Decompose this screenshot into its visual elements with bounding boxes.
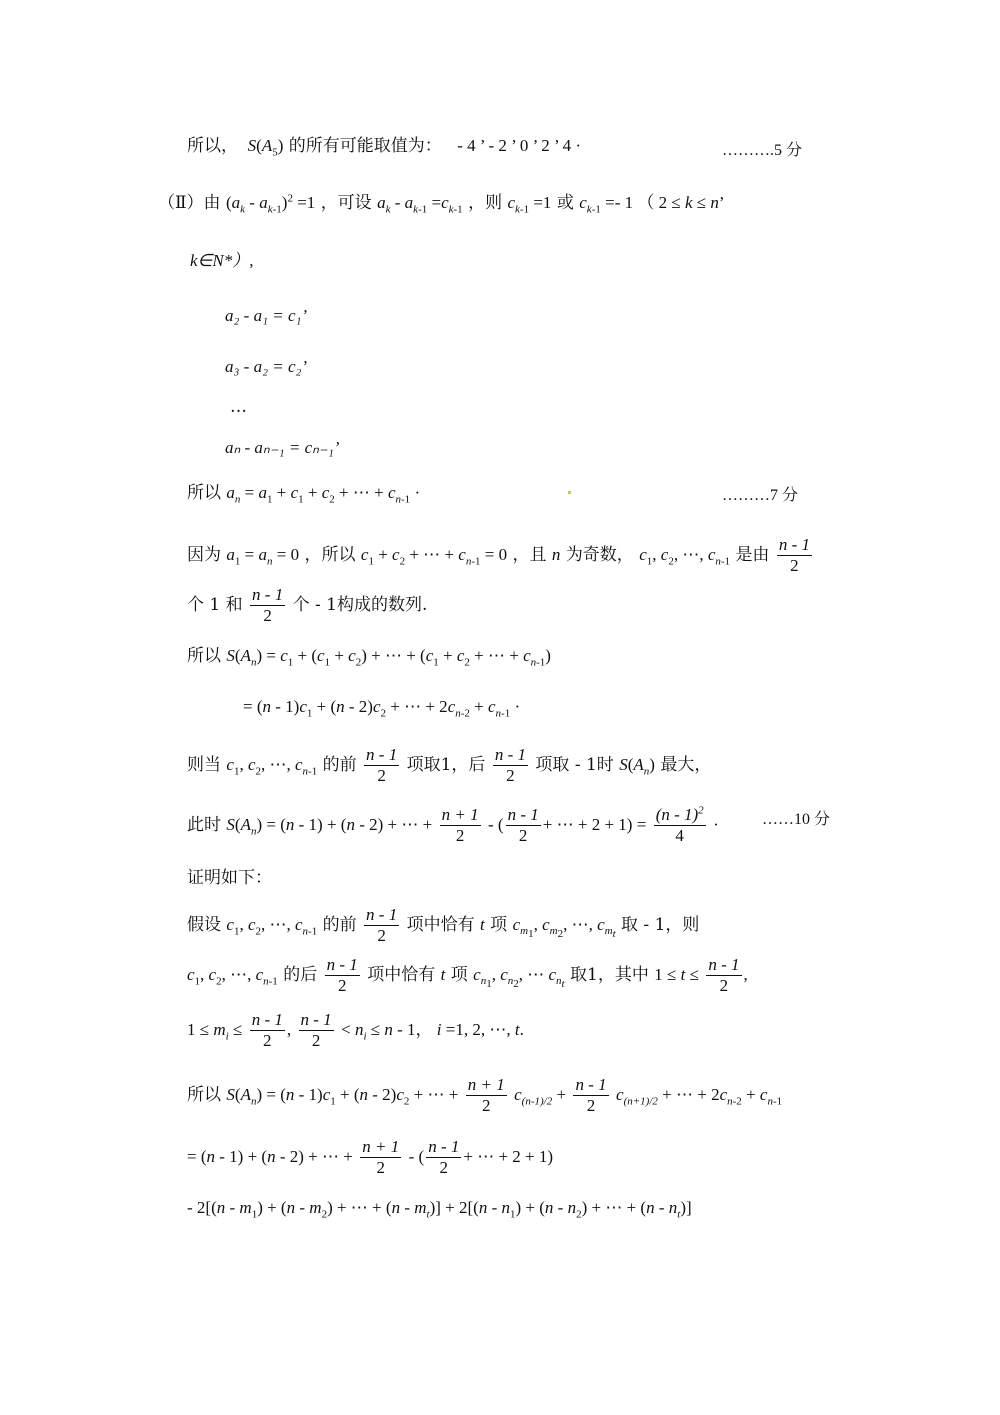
formula-line-20: = (n - 1) + (n - 2) + ⋯ + bbox=[187, 1147, 353, 1166]
text-let: ，可设 bbox=[320, 193, 372, 213]
fraction-n-1-over-2: $\frac{n - 1}{2}$ bbox=[252, 585, 284, 625]
line-17: $c_1$, $c_2$, ⋯, $c_{n-1}$ 的后 $\frac{n - 1}{2}$ 项中恰有 t 项 $c_{n_1}$, $c_{n_2}$, ⋯ $c_{n_t}$ 取1，其中 1 ≤ t ≤ $\frac{n - 1}{2}$ , bbox=[187, 955, 748, 995]
score-10: ……10 分 bbox=[762, 811, 831, 828]
text-exactly-2: 项中恰有 bbox=[367, 965, 436, 985]
line-20: = (n - 1) + (n - 2) + ⋯ + $\frac{n + 1}{2}$ - ( $\frac{n - 1}{2}$ + ⋯ + 2 + 1) bbox=[187, 1137, 554, 1177]
fraction-n-1-over-2: $\frac{n - 1}{2}$ bbox=[366, 745, 398, 785]
formula-c-list-2: $c_1$, $c_2$, ⋯, $c_{n-1}$ bbox=[226, 755, 318, 778]
formula-s-a5: S bbox=[243, 136, 257, 155]
text-exactly: 项中恰有 bbox=[406, 915, 475, 935]
line-10 bbox=[187, 585, 427, 626]
line-6: … bbox=[230, 397, 247, 417]
formula-c-list-3: $c_1$, $c_2$, ⋯, $c_{n-1}$ bbox=[226, 915, 318, 938]
fraction-n-1-over-2: $\frac{n - 1}{2}$ bbox=[575, 1075, 607, 1115]
text-take-minus-1-then: 取 - 1，则 bbox=[621, 915, 700, 935]
formula-s-an: $S(A_n) = c_1 + (c_1 + c_2)$ + ⋯ + ($c_1 + c_2$ + ⋯ + $c_{n-1}$) bbox=[226, 646, 551, 669]
text-when: 则当 bbox=[187, 755, 221, 775]
line-19 bbox=[187, 1075, 782, 1116]
fraction-n-1-over-2: $\frac{n - 1}{2}$ bbox=[778, 535, 811, 575]
text-take-1-where: 取1，其中 bbox=[570, 965, 649, 985]
line-3: k∈N*）, bbox=[190, 251, 254, 270]
score-7: ………7 分 bbox=[722, 487, 799, 504]
line-4: a₂ - a₁ = c₁’ bbox=[225, 306, 308, 325]
text-then: ，则 bbox=[468, 193, 503, 213]
text-ones: 个 1 和 bbox=[187, 595, 243, 615]
formula-ck: $a_k - a_{k-1} =c_{k-1}$ bbox=[377, 193, 463, 216]
text-so-5: 所以 bbox=[187, 1085, 221, 1105]
text-so-3: ，所以 bbox=[304, 545, 356, 565]
formula-ck-1: $c_{k-1} =1$ bbox=[507, 193, 552, 216]
text-take-minus-1: 项取 - 1时 bbox=[535, 755, 614, 775]
formula-mi-range: $1 \le m_i$ ≤ bbox=[187, 1020, 243, 1043]
symbol-t: t bbox=[480, 915, 485, 934]
formula-ck-minus1: $c_{k-1} =- 1$ （ 2 ≤ k ≤ n’ bbox=[579, 193, 725, 216]
fraction-n-1-over-2: $\frac{n - 1}{2}$ bbox=[300, 1010, 332, 1050]
line-18: $1 \le m_i$ ≤ $\frac{n - 1}{2}$ , $\frac{n - 1}{2}$ < $n_i \le n - 1$， i =1, 2, ⋯, t. bbox=[187, 1010, 524, 1050]
text-items-2: 项 bbox=[450, 965, 468, 985]
text-first: 的前 bbox=[322, 755, 357, 775]
stray-dot bbox=[568, 491, 571, 494]
line-2 bbox=[158, 192, 725, 214]
formula-max-value: $S(A_n) = (n - 1) + (n - 2)$ + ⋯ + bbox=[226, 815, 433, 838]
text-first-2: 的前 bbox=[322, 915, 357, 935]
fraction-n-1-over-2: $\frac{n - 1}{2}$ bbox=[326, 955, 358, 995]
text-made-of: 是由 bbox=[735, 545, 770, 565]
line-14: 此时 $S(A_n) = (n - 1) + (n - 2)$ + ⋯ + $\frac{n + 1}{2}$ - ( $\frac{n - 1}{2}$ + ⋯ + 2 + 1) = $\frac{(n - 1)^2}{4}$ · bbox=[187, 804, 719, 845]
formula-c-mid: $c_{(n-1)/2}$ + bbox=[514, 1085, 567, 1108]
fraction-n-1-over-2: $\frac{n - 1}{2}$ bbox=[428, 1137, 460, 1177]
fraction-n-1-over-2: $\frac{n - 1}{2}$ bbox=[494, 745, 527, 785]
fraction-n-1-over-2: $\frac{n - 1}{2}$ bbox=[251, 1010, 283, 1050]
line-7: aₙ - aₙ₋₁ = cₙ₋₁’ bbox=[225, 438, 340, 457]
formula-s-an-2: $S(A_n)$ bbox=[619, 755, 655, 778]
line-12: = $(n - 1)c_1 + (n - 2)c_2$ + ⋯ + $2c_{n-2} + c_{n-1}$ · bbox=[243, 697, 521, 720]
formula-c-list: $c_1$, $c_2$, ⋯, $c_{n-1}$ bbox=[639, 545, 731, 568]
symbol-n: n bbox=[551, 545, 561, 564]
formula-c-m-list: $c_{m_1}$, $c_{m_2}$, ⋯, $c_{m_t}$ bbox=[512, 915, 616, 941]
line-13 bbox=[187, 745, 711, 786]
formula-c-sum-zero: $c_1 + c_2$ + ⋯ + $c_{n-1} = 0$ bbox=[360, 545, 508, 568]
fraction-result: $\frac{(n - 1)^2}{4}$ bbox=[655, 804, 704, 845]
text-minus-ones: 个 - 1构成的数列. bbox=[292, 595, 428, 615]
fraction-n+1-over-2: $\frac{n + 1}{2}$ bbox=[467, 1075, 505, 1115]
text-because: 因为 bbox=[187, 545, 221, 565]
line-16 bbox=[187, 905, 699, 946]
text-so-2: 所以 bbox=[187, 483, 221, 503]
text-now: 此时 bbox=[187, 815, 221, 835]
line-1: 所以， $S(A_5)$ 的所有可能取值为： - 4 ’ - 2 ’ 0 ’ 2 ’ 4 · bbox=[187, 136, 582, 159]
fraction-n+1-over-2: $\frac{n + 1}{2}$ bbox=[362, 1137, 400, 1177]
formula-t-range: 1 ≤ t ≤ bbox=[654, 965, 699, 984]
text-odd: 为奇数， bbox=[565, 545, 634, 565]
line-9 bbox=[187, 535, 814, 576]
formula-a1-an: $a_1 = a_n = 0$ bbox=[226, 545, 300, 568]
line-15: 证明如下： bbox=[187, 868, 272, 888]
formula-an-sum: $a_n = a_1 + c_1 + c_2$ + ⋯ + $c_{n-1}$ · bbox=[226, 483, 421, 506]
line-8 bbox=[187, 482, 420, 504]
text-so: 所以， bbox=[187, 136, 238, 156]
text-max: 最大， bbox=[660, 755, 712, 775]
line-5: a₃ - a₂ = c₂’ bbox=[225, 357, 308, 376]
fraction-n-1-over-2: $\frac{n - 1}{2}$ bbox=[366, 905, 398, 945]
formula-c-n-list: $c_{n_1}$, $c_{n_2}$, ⋯ $c_{n_t}$ bbox=[473, 965, 565, 991]
formula-ni-range: < $n_i \le n - 1$， i =1, 2, ⋯, t. bbox=[341, 1020, 524, 1043]
line-11 bbox=[187, 645, 551, 667]
text-all-values: 的所有可能取值为： bbox=[288, 136, 442, 156]
symbol-t-2: t bbox=[440, 965, 446, 984]
text-or: 或 bbox=[556, 193, 574, 213]
score-5: ……….5 分 bbox=[722, 142, 803, 159]
fraction-n-1-over-2: $\frac{n - 1}{2}$ bbox=[507, 805, 539, 845]
text-and: ，且 bbox=[512, 545, 547, 565]
text-so-4: 所以 bbox=[187, 646, 221, 666]
formula-c-mid-2: $c_{(n+1)/2}$ + ⋯ + $2c_{n-2} + c_{n-1}$ bbox=[616, 1085, 783, 1108]
values-list: - 4 ’ - 2 ’ 0 ’ 2 ’ 4 · bbox=[457, 136, 582, 155]
text-items: 项 bbox=[490, 915, 508, 935]
text-take-1: 项取1，后 bbox=[406, 755, 486, 775]
formula-diff-squared: $(a_k - a_{k-1})^2 =1$ bbox=[225, 192, 316, 216]
formula-s-an-expanded: $S(A_n) = (n - 1)c_1 + (n - 2)c_2$ + ⋯ + bbox=[226, 1085, 459, 1108]
text-last: 的后 bbox=[283, 965, 318, 985]
line-21: - $2[(n - m_1) + (n - m_2)$ + ⋯ + $(n - m_t)] + 2[(n - n_1) + (n - n_2)$ + ⋯ + $(n - n_t)$] bbox=[187, 1198, 692, 1221]
text-part-ii: （Ⅱ）由 bbox=[158, 193, 221, 213]
fraction-n-1-over-2: $\frac{n - 1}{2}$ bbox=[708, 955, 740, 995]
text-assume: 假设 bbox=[187, 915, 221, 935]
fraction-n+1-over-2: $\frac{n + 1}{2}$ bbox=[441, 805, 479, 845]
formula-c-list-4: $c_1$, $c_2$, ⋯, $c_{n-1}$ bbox=[187, 965, 278, 988]
